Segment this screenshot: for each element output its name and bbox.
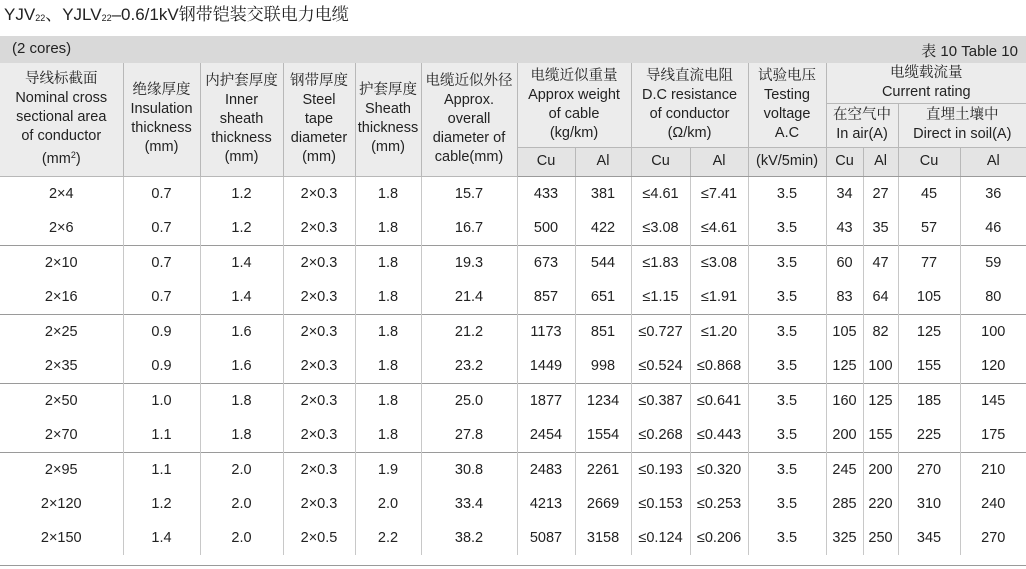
table-cell: 36: [960, 176, 1026, 211]
header-soil-al: Al: [960, 147, 1026, 176]
table-cell: 270: [898, 452, 960, 487]
table-cell: 2×0.3: [283, 211, 355, 246]
table-cell: ≤0.443: [690, 418, 748, 453]
table-cell: 43: [826, 211, 863, 246]
header-inner-sheath-thickness: 内护套厚度 Inner sheath thickness (mm): [200, 63, 283, 176]
header-soil-cu: Cu: [898, 147, 960, 176]
table-cell: 3.5: [748, 280, 826, 315]
table-cell: ≤0.193: [631, 452, 690, 487]
table-cell: 325: [826, 521, 863, 555]
table-cell: 2×0.3: [283, 383, 355, 418]
table-cell: 1.4: [123, 521, 200, 555]
table-number-label: 表 10 Table 10: [921, 43, 1018, 60]
table-cell: 1.8: [355, 349, 421, 384]
table-cell: 105: [826, 314, 863, 349]
table-cell: 1.8: [355, 280, 421, 315]
table-cell: 1.6: [200, 314, 283, 349]
table-cell: 46: [985, 219, 1002, 236]
table-cell: 2×16: [0, 280, 123, 315]
table-cell: 2×0.3: [283, 452, 355, 487]
table-cell: 4213: [517, 487, 575, 521]
header-weight-al: Al: [575, 147, 631, 176]
table-cell: ≤1.20: [690, 314, 748, 349]
table-bottom-rule: [0, 565, 1026, 566]
table-cell: 160: [826, 383, 863, 418]
table-cell: 0.7: [123, 176, 200, 211]
header-air-cu: Cu: [826, 147, 863, 176]
table-cell: 27: [863, 176, 898, 211]
table-cell: 2×0.3: [283, 418, 355, 453]
header-resistance-al: Al: [690, 147, 748, 176]
table-cell: 33.4: [421, 487, 517, 521]
table-cell: 1449: [517, 349, 575, 384]
table-cell: 1.1: [123, 418, 200, 453]
table-cell: 1.8: [355, 245, 421, 280]
table-cell: ≤0.124: [631, 521, 690, 555]
table-cell: 30.8: [421, 452, 517, 487]
table-cell: 3.5: [748, 349, 826, 384]
table-row: [0, 487, 1026, 521]
table-cell: 651: [575, 280, 631, 315]
table-cell: 1.8: [355, 314, 421, 349]
table-cell: 2483: [517, 452, 575, 487]
table-cell: ≤4.61: [631, 176, 690, 211]
table-cell: 3.5: [748, 176, 826, 211]
table-cell: 38.2: [421, 521, 517, 555]
table-cell: 851: [575, 314, 631, 349]
table-cell: 225: [898, 418, 960, 453]
table-cell: 125: [898, 314, 960, 349]
table-cell: 0.7: [123, 280, 200, 315]
table-cell: ≤0.253: [690, 487, 748, 521]
table-cell: 21.2: [421, 314, 517, 349]
table-cell: 1234: [575, 383, 631, 418]
table-cell: 100: [960, 314, 1026, 349]
table-cell: 2×0.3: [283, 349, 355, 384]
table-row: [0, 521, 1026, 555]
table-cell: 310: [898, 487, 960, 521]
table-body: [0, 176, 1026, 555]
cable-spec-table: [0, 63, 1026, 555]
header-overall-diameter: 电缆近似外径 Approx. overall diameter of cable(mm): [421, 63, 517, 176]
table-cell: 381: [575, 176, 631, 211]
table-cell: 3.5: [748, 314, 826, 349]
table-cell: ≤7.41: [690, 176, 748, 211]
table-cell: 3.5: [748, 487, 826, 521]
table-cell: 2×95: [0, 452, 123, 487]
table-cell: 1.8: [355, 383, 421, 418]
header-air-al: Al: [863, 147, 898, 176]
table-cell: 2×150: [0, 521, 123, 555]
table-cell: 16.7: [421, 211, 517, 246]
table-cell: 105: [898, 280, 960, 315]
table-cell: ≤0.727: [631, 314, 690, 349]
table-cell: 1.8: [355, 176, 421, 211]
table-cell: 544: [575, 245, 631, 280]
table-cell: 2×0.3: [283, 280, 355, 315]
table-cell: 250: [863, 521, 898, 555]
table-cell: 175: [981, 426, 1006, 443]
table-cell: 0.7: [123, 211, 200, 246]
table-cell: 3.5: [748, 211, 826, 246]
table-cell: 2×120: [0, 487, 123, 521]
table-cell: 200: [863, 452, 898, 487]
table-cell: 673: [517, 245, 575, 280]
table-cell: 2.2: [355, 521, 421, 555]
table-cell: 3.5: [748, 383, 826, 418]
table-cell: 19.3: [421, 245, 517, 280]
table-cell: 1554: [575, 418, 631, 453]
table-cell: 2261: [575, 452, 631, 487]
cores-label: (2 cores): [12, 40, 72, 57]
header-in-soil: 直埋土壤中 Direct in soil(A): [898, 103, 1026, 147]
table-cell: 2×0.3: [283, 487, 355, 521]
table-row: [0, 418, 1026, 453]
header-insulation-thickness: 绝缘厚度 Insulation thickness (mm): [123, 63, 200, 176]
table-cell: 2×70: [0, 418, 123, 453]
table-cell: 3.5: [748, 521, 826, 555]
table-cell: 0.9: [123, 349, 200, 384]
table-cell: 285: [826, 487, 863, 521]
table-cell: 3.5: [748, 418, 826, 453]
table-cell: 0.9: [123, 314, 200, 349]
table-cell: 185: [898, 383, 960, 418]
table-cell: 200: [826, 418, 863, 453]
table-row: [0, 211, 1026, 246]
table-cell: 2×6: [0, 211, 123, 246]
table-cell: 3158: [575, 521, 631, 555]
table-cell: 3.5: [748, 452, 826, 487]
header-in-air: 在空气中 In air(A): [826, 103, 898, 147]
header-weight-cu: Cu: [517, 147, 575, 176]
table-row: [0, 383, 1026, 418]
header-sheath-thickness: 护套厚度 Sheath thickness (mm): [355, 63, 421, 176]
table-cell: 23.2: [421, 349, 517, 384]
table-cell: 64: [863, 280, 898, 315]
table-cell: 2×25: [0, 314, 123, 349]
table-cell: 155: [898, 349, 960, 384]
table-cell: ≤0.153: [631, 487, 690, 521]
table-cell: 1.2: [200, 211, 283, 246]
table-cell: 21.4: [421, 280, 517, 315]
table-cell: 47: [863, 245, 898, 280]
table-cell: 1.6: [200, 349, 283, 384]
table-cell: ≤1.91: [690, 280, 748, 315]
table-cell: 145: [960, 383, 1026, 418]
table-row: [0, 176, 1026, 211]
table-cell: 433: [517, 176, 575, 211]
table-cell: 1173: [517, 314, 575, 349]
table-cell: 2.0: [200, 521, 283, 555]
table-cell: ≤0.320: [690, 452, 748, 487]
table-cell: ≤0.387: [631, 383, 690, 418]
table-cell: 57: [898, 211, 960, 246]
table-cell: 82: [863, 314, 898, 349]
table-cell: 80: [985, 288, 1002, 305]
table-cell: 25.0: [421, 383, 517, 418]
table-cell: 240: [981, 495, 1006, 512]
table-cell: 0.7: [123, 245, 200, 280]
table-cell: 1.0: [123, 383, 200, 418]
table-cell: 59: [960, 245, 1026, 280]
table-cell: ≤4.61: [690, 211, 748, 246]
table-cell: 210: [960, 452, 1026, 487]
header-steel-tape: 钢带厚度 Steel tape diameter (mm): [283, 63, 355, 176]
table-cell: ≤1.15: [631, 280, 690, 315]
table-cell: 998: [575, 349, 631, 384]
table-cell: 15.7: [421, 176, 517, 211]
table-cell: 422: [575, 211, 631, 246]
header-testing-voltage: 试验电压 Testing voltage A.C: [748, 63, 826, 147]
table-cell: 1.1: [123, 452, 200, 487]
table-cell: 500: [517, 211, 575, 246]
table-cell: 27.8: [421, 418, 517, 453]
table-cell: 1.2: [123, 487, 200, 521]
table-row: [0, 452, 1026, 487]
table-cell: 120: [981, 357, 1006, 374]
table-cell: 2×50: [0, 383, 123, 418]
table-cell: ≤3.08: [690, 245, 748, 280]
table-cell: ≤1.83: [631, 245, 690, 280]
table-cell: 125: [826, 349, 863, 384]
table-cell: 1.4: [200, 280, 283, 315]
table-cell: ≤0.641: [690, 383, 748, 418]
table-row: [0, 280, 1026, 315]
table-cell: 2×4: [0, 176, 123, 211]
table-cell: 1.8: [200, 383, 283, 418]
table-cell: 2.0: [355, 487, 421, 521]
table-cell: 220: [863, 487, 898, 521]
table-row: [0, 245, 1026, 280]
table-cell: 1.2: [200, 176, 283, 211]
document-title: $YJV_{22}$、$YJLV_{22}-0.6/1kV$钢带铠装交联电力电缆: [4, 5, 349, 24]
table-cell: 1877: [517, 383, 575, 418]
table-cell: 1.9: [355, 452, 421, 487]
table-row: [0, 314, 1026, 349]
table-cell: 35: [863, 211, 898, 246]
table-cell: 2.0: [200, 487, 283, 521]
table-cell: 245: [826, 452, 863, 487]
table-cell: 155: [863, 418, 898, 453]
table-cell: ≤0.868: [690, 349, 748, 384]
table-cell: 77: [898, 245, 960, 280]
table-cell: 3.5: [748, 245, 826, 280]
table-cell: 857: [517, 280, 575, 315]
table-cell: 2×10: [0, 245, 123, 280]
table-cell: 2×35: [0, 349, 123, 384]
table-cell: 2454: [517, 418, 575, 453]
table-cell: 1.8: [200, 418, 283, 453]
table-cell: ≤3.08: [631, 211, 690, 246]
table-cell: ≤0.524: [631, 349, 690, 384]
header-dc-resistance: 导线直流电阻 D.C resistance of conductor (Ω/km): [631, 63, 748, 147]
table-cell: 2×0.5: [283, 521, 355, 555]
header-current-rating: 电缆载流量 Current rating: [826, 63, 1026, 103]
table-cell: 5087: [517, 521, 575, 555]
table-cell: 345: [898, 521, 960, 555]
table-row: [0, 349, 1026, 384]
header-voltage-unit: (kV/5min): [748, 147, 826, 176]
header-approx-weight: 电缆近似重量 Approx weight of cable (kg/km): [517, 63, 631, 147]
table-cell: 270: [981, 529, 1006, 546]
table-cell: 34: [826, 176, 863, 211]
table-cell: ≤0.206: [690, 521, 748, 555]
table-cell: 1.8: [355, 211, 421, 246]
table-cell: 2×0.3: [283, 314, 355, 349]
table-cell: 125: [863, 383, 898, 418]
table-cell: 1.4: [200, 245, 283, 280]
table-cell: 60: [826, 245, 863, 280]
header-nominal-area: 导线标截面 Nominal cross sectional area of conductor $(mm^2)$: [0, 63, 123, 176]
table-cell: 2×0.3: [283, 245, 355, 280]
table-cell: 2×0.3: [283, 176, 355, 211]
table-cell: ≤0.268: [631, 418, 690, 453]
table-cell: 1.8: [355, 418, 421, 453]
table-cell: 2.0: [200, 452, 283, 487]
table-cell: 45: [898, 176, 960, 211]
table-cell: 2669: [575, 487, 631, 521]
header-resistance-cu: Cu: [631, 147, 690, 176]
table-cell: 83: [826, 280, 863, 315]
table-cell: 100: [863, 349, 898, 384]
table-caption-bar: [0, 36, 1026, 63]
